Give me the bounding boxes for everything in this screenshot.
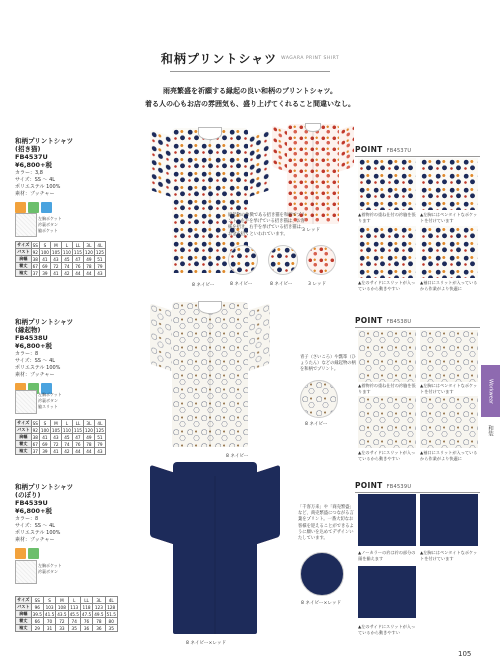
header-copy-line-1: 雨亮繁盛を祈願する縁起の良い和柄のプリントシャツ。	[162, 87, 338, 95]
size-cell: SS	[31, 597, 43, 604]
point-photo	[358, 396, 416, 448]
size-cell: 45	[61, 434, 72, 441]
size-row	[16, 611, 118, 618]
product-code: FB4539U	[15, 499, 48, 507]
size-cell: 80	[105, 618, 117, 625]
feature-item: 衿裏ボタン	[38, 398, 58, 403]
eco-icon	[28, 202, 39, 213]
point-code: FB4539U	[386, 484, 412, 490]
size-cell: 4L	[105, 597, 117, 604]
size-cell: S	[39, 242, 50, 249]
feature-item: 脇ポケット	[38, 228, 58, 233]
size-row-label: 肩幅	[16, 611, 32, 618]
size-cell: 110	[62, 427, 71, 433]
page-title: 和柄プリントシャツ	[160, 52, 278, 66]
product-fabric: 素材：ブッチャー	[15, 372, 55, 378]
size-header-row	[16, 597, 118, 604]
size-row-label: 袖丈	[16, 270, 32, 277]
point-caption: ▲着物衿の重ね仕付の衿脇を張ります	[358, 383, 416, 394]
page-subtitle: WAGARA PRINT SHIRT	[281, 56, 340, 61]
feature-list	[38, 563, 62, 575]
product-size-range: サイズ：SS 〜 4L	[15, 177, 56, 183]
size-cell: 3L	[83, 420, 94, 427]
size-cell: 72	[50, 441, 61, 448]
size-row-label: 着丈	[16, 441, 32, 448]
point-caption: ▲ノーカラーの衿は衿の部分の頭を揃えます	[358, 550, 416, 561]
point-rule	[355, 156, 480, 157]
size-cell: 47	[72, 256, 83, 263]
page-number: 105	[458, 650, 472, 658]
size-cell: 39	[39, 270, 50, 277]
size-cell: 45.5	[69, 611, 79, 617]
size-table	[15, 419, 106, 455]
size-cell: 3L	[93, 597, 105, 604]
product-color: カラー：8	[15, 351, 39, 357]
point-section-1	[355, 145, 480, 157]
size-cell: 76	[72, 263, 83, 270]
size-cell: 43.5	[57, 611, 67, 617]
size-cell: 41	[50, 270, 61, 277]
size-cell: 39	[39, 448, 50, 455]
shirt-collar	[198, 127, 222, 140]
size-cell: 69	[39, 263, 50, 270]
point-photo	[358, 158, 416, 210]
size-cell: 41	[39, 256, 50, 263]
size-cell: 100	[40, 249, 49, 255]
size-cell: 67	[32, 441, 38, 447]
photo-caption: 8 ネイビー	[192, 283, 215, 288]
size-row-label: サイズ	[17, 420, 30, 425]
product-name: 和柄プリントシャツ	[15, 483, 74, 491]
size-cell: 31	[43, 625, 55, 632]
size-row-label: 袖丈	[16, 448, 32, 455]
size-row-label: バスト	[17, 249, 30, 254]
size-cell: 37	[32, 448, 38, 454]
size-cell: 39.5	[32, 611, 42, 617]
product-pattern: (縁起物)	[15, 326, 41, 334]
size-row	[16, 448, 106, 455]
size-cell: 78	[93, 618, 105, 625]
product-material: ポリエステル 100%	[15, 530, 61, 536]
size-cell: 74	[61, 441, 72, 448]
size-cell: 118	[80, 604, 92, 611]
flat-sketch	[15, 560, 37, 584]
size-row-label: 着丈	[16, 263, 32, 270]
size-cell: M	[56, 597, 68, 604]
swatch-caption: 8 ネイビー	[230, 282, 253, 287]
size-cell: 36	[80, 625, 92, 632]
size-table	[15, 241, 106, 277]
size-cell: 72	[50, 263, 61, 270]
size-cell: 120	[84, 249, 93, 255]
size-cell: 36	[93, 625, 105, 632]
size-cell: 33	[56, 625, 68, 632]
product-note: 青子（さいころ）や瓢箪（ひょうたん）などの縁起物の柄を和柄でプリント。	[300, 355, 356, 373]
point-caption: ▲袖口にスリットが入っているから作業がより快適に	[420, 450, 478, 461]
product-name: 和柄プリントシャツ	[15, 318, 74, 326]
size-cell: 105	[51, 427, 60, 433]
size-cell: 72	[56, 618, 68, 625]
header-copy	[100, 85, 400, 111]
size-cell: 125	[95, 249, 104, 255]
flat-sketch	[15, 213, 37, 237]
size-cell: M	[50, 242, 61, 249]
size-cell: 3L	[83, 242, 94, 249]
category-tab-workwear[interactable]: Workwear	[481, 365, 500, 417]
product-price: ¥6,800+税	[15, 161, 53, 169]
size-row	[16, 441, 106, 448]
size-header-row	[16, 420, 106, 427]
size-cell: 78	[83, 263, 94, 270]
shirt-collar	[198, 301, 222, 314]
feature-item: 左胸ポケット	[38, 392, 62, 397]
size-cell: 120	[84, 427, 93, 433]
page-header	[150, 48, 350, 72]
point-rule	[355, 492, 480, 493]
shirt-collar	[305, 123, 321, 132]
size-cell: S	[43, 597, 55, 604]
point-photo	[420, 226, 478, 278]
feature-item: 左胸ポケット	[38, 563, 62, 568]
size-cell: 49.5	[94, 611, 104, 617]
size-cell: 128	[105, 604, 117, 611]
size-cell: LL	[80, 597, 92, 604]
product-color: カラー：3,8	[15, 170, 43, 176]
product-pattern: (のぼり)	[15, 491, 41, 499]
size-cell: 115	[73, 427, 82, 433]
size-cell: 44	[72, 270, 83, 277]
size-row-label: サイズ	[17, 242, 30, 247]
size-row	[16, 618, 118, 625]
size-cell: 66	[31, 618, 43, 625]
product-size-range: サイズ：SS 〜 4L	[15, 523, 56, 529]
size-cell: L	[61, 420, 72, 427]
size-table	[15, 596, 118, 632]
product-code: FB4537U	[15, 153, 48, 161]
product-material: ポリエステル 100%	[15, 184, 61, 190]
detail-swatch	[300, 380, 338, 418]
product-price: ¥6,800+税	[15, 507, 53, 515]
size-cell: 51	[94, 434, 105, 441]
product-fabric: 素材：ブッチャー	[15, 191, 55, 197]
size-row	[16, 256, 106, 263]
detail-swatch	[300, 552, 344, 596]
size-cell: 92	[32, 249, 38, 255]
size-cell: 123	[93, 604, 105, 611]
size-cell: LL	[72, 242, 83, 249]
detail-swatch	[228, 245, 258, 275]
size-cell: 4L	[94, 242, 105, 249]
product-spec-1	[15, 137, 125, 213]
size-cell: 42	[61, 448, 72, 455]
point-photo	[358, 494, 416, 546]
size-row	[16, 263, 106, 270]
size-cell: 42	[61, 270, 72, 277]
point-caption: ▲袖口にスリットが入っているから作業がより快適に	[420, 280, 478, 291]
size-cell: 41	[50, 448, 61, 455]
size-cell: 115	[73, 249, 82, 255]
size-cell: 43	[94, 448, 105, 455]
size-cell: 47.5	[81, 611, 92, 617]
feature-item: 衿裏ボタン	[38, 569, 58, 574]
product-note: 縁起物の象徴である招き猫を和柄でプリント。左手を挙げている招き猫は、お客様を招き、右手を挙げている招き猫は、お金を招くといわれています。	[228, 213, 306, 237]
size-cell: 4L	[94, 420, 105, 427]
size-cell: 103	[43, 604, 55, 611]
size-header-row	[16, 242, 106, 249]
size-cell: M	[50, 420, 61, 427]
size-cell: LL	[72, 420, 83, 427]
shirt-placket	[209, 314, 211, 447]
size-row-label: 袖丈	[16, 625, 32, 632]
swatch-caption: 8 ネイビー	[305, 422, 328, 427]
product-price: ¥6,800+税	[15, 342, 53, 350]
size-cell: 43	[50, 434, 61, 441]
size-cell: 41	[39, 434, 50, 441]
size-cell: 79	[94, 263, 105, 270]
size-cell: 67	[32, 263, 38, 269]
size-cell: 70	[43, 618, 55, 625]
product-photo-sub	[272, 124, 354, 224]
shirt-placket	[214, 476, 217, 634]
size-cell: 51.5	[106, 611, 116, 617]
detail-swatch	[268, 245, 298, 275]
size-row-label: 肩幅	[16, 256, 32, 263]
feature-item: 衿裏ボタン	[38, 222, 58, 227]
size-cell: S	[39, 420, 50, 427]
size-cell: 38	[32, 434, 38, 440]
product-color: カラー：8	[15, 516, 39, 522]
point-caption: ▲左のサイドにスリットが入っているから動きやすい	[358, 624, 416, 635]
flat-sketch	[15, 390, 37, 414]
size-cell: 125	[95, 427, 104, 433]
size-cell: 38	[32, 256, 38, 262]
point-photo	[420, 330, 478, 382]
photo-caption: 3 レッド	[302, 228, 321, 233]
point-caption: ▲着物衿の重ね仕付の衿脇を張ります	[358, 212, 416, 223]
product-name: 和柄プリントシャツ	[15, 137, 74, 145]
point-caption: ▲左胸にはペンタイトなポケットを付けています	[420, 383, 478, 394]
size-row-label: 着丈	[16, 618, 32, 625]
size-cell: 110	[62, 249, 71, 255]
size-cell: 44	[83, 448, 94, 455]
swatch-caption: 8 ネイビー	[270, 282, 293, 287]
photo-caption: 8 ネイビー×レッド	[186, 641, 227, 646]
point-title: POINT	[355, 316, 383, 325]
wash-icon	[15, 202, 26, 213]
size-cell: 29	[31, 625, 43, 632]
detail-swatch	[306, 245, 336, 275]
size-row-label: 肩幅	[16, 434, 32, 441]
point-photo	[420, 494, 478, 546]
point-code: FB4537U	[386, 148, 412, 154]
size-cell: 35	[68, 625, 80, 632]
size-cell: 35	[105, 625, 117, 632]
stretch-icon	[41, 202, 52, 213]
size-row	[16, 427, 106, 434]
size-cell: 113	[68, 604, 80, 611]
product-material: ポリエステル 100%	[15, 365, 61, 371]
size-cell: 43	[50, 256, 61, 263]
swatch-caption: 8 ネイビー×レッド	[301, 601, 342, 606]
point-rule	[355, 327, 480, 328]
size-cell: 74	[68, 618, 80, 625]
size-cell: 45	[61, 256, 72, 263]
feature-item: 脇スリット	[38, 404, 58, 409]
size-cell: 78	[83, 441, 94, 448]
size-row-label: バスト	[17, 604, 30, 609]
size-cell: SS	[32, 242, 38, 248]
size-cell: L	[68, 597, 80, 604]
feature-icons	[15, 202, 125, 213]
wash-icon	[15, 548, 26, 559]
size-cell: L	[61, 242, 72, 249]
category-tab-jp: 和装	[487, 425, 493, 436]
point-title: POINT	[355, 481, 383, 490]
point-title: POINT	[355, 145, 383, 154]
size-cell: 51	[94, 256, 105, 263]
size-cell: 49	[83, 256, 94, 263]
product-pattern: (招き猫)	[15, 145, 41, 153]
product-photo-main	[150, 462, 280, 634]
size-row-label: サイズ	[17, 597, 30, 602]
product-code: FB4538U	[15, 334, 48, 342]
size-row	[16, 604, 118, 611]
size-cell: 41.5	[44, 611, 55, 617]
size-cell: 100	[40, 427, 49, 433]
size-cell: 44	[83, 270, 94, 277]
product-note: 「千客万来」や「商売繁盛」など、商売繁盛につながる言葉をプリント。一番大切なお客様を迎えることができるように願いを込めてデザインいたしています。	[298, 505, 354, 542]
point-photo	[420, 396, 478, 448]
point-caption: ▲左のサイドにスリットが入っているから動きやすい	[358, 280, 416, 291]
point-code: FB4538U	[386, 319, 412, 325]
size-row-label: バスト	[17, 427, 30, 432]
size-row	[16, 270, 106, 277]
eco-icon	[28, 548, 39, 559]
size-cell: 74	[61, 263, 72, 270]
size-cell: 49	[83, 434, 94, 441]
photo-caption: 8 ネイビー	[226, 454, 249, 459]
size-cell: 76	[80, 618, 92, 625]
size-cell: 96	[31, 604, 43, 611]
point-photo	[358, 226, 416, 278]
size-cell: 47	[72, 434, 83, 441]
feature-list	[38, 392, 62, 410]
point-caption: ▲左胸にはペンタイトなポケットを付けています	[420, 550, 478, 561]
shirt-placket	[312, 132, 314, 224]
size-cell: 105	[51, 249, 60, 255]
size-cell: 92	[32, 427, 38, 433]
feature-icons	[15, 548, 125, 559]
size-row	[16, 434, 106, 441]
point-photo	[358, 330, 416, 382]
product-spec-3	[15, 483, 125, 559]
header-rule	[170, 71, 330, 72]
size-cell: 69	[39, 441, 50, 448]
product-fabric: 素材：ブッチャー	[15, 537, 55, 543]
point-photo	[420, 158, 478, 210]
feature-item: 左胸ポケット	[38, 216, 62, 221]
size-cell: 37	[32, 270, 38, 276]
product-photo-main	[150, 302, 270, 447]
swatch-caption: 3 レッド	[308, 282, 327, 287]
size-row	[16, 249, 106, 256]
size-row	[16, 625, 118, 632]
point-caption: ▲左のサイドにスリットが入っているから動きやすい	[358, 450, 416, 461]
size-cell: 76	[72, 441, 83, 448]
size-cell: SS	[32, 420, 38, 426]
product-spec-2	[15, 318, 125, 394]
size-cell: 79	[94, 441, 105, 448]
point-caption: ▲左胸にはペンタイトなポケットを付けています	[420, 212, 478, 223]
size-cell: 108	[56, 604, 68, 611]
point-section-2	[355, 316, 480, 328]
size-cell: 43	[94, 270, 105, 277]
shirt-placket	[209, 140, 211, 273]
point-photo	[358, 566, 416, 618]
header-copy-line-2: 着る人の心もお店の雰囲気も、盛り上げてくれること間違いなし。	[145, 100, 355, 108]
point-section-3	[355, 481, 480, 493]
feature-list	[38, 216, 62, 234]
product-size-range: サイズ：SS 〜 4L	[15, 358, 56, 364]
size-cell: 44	[72, 448, 83, 455]
